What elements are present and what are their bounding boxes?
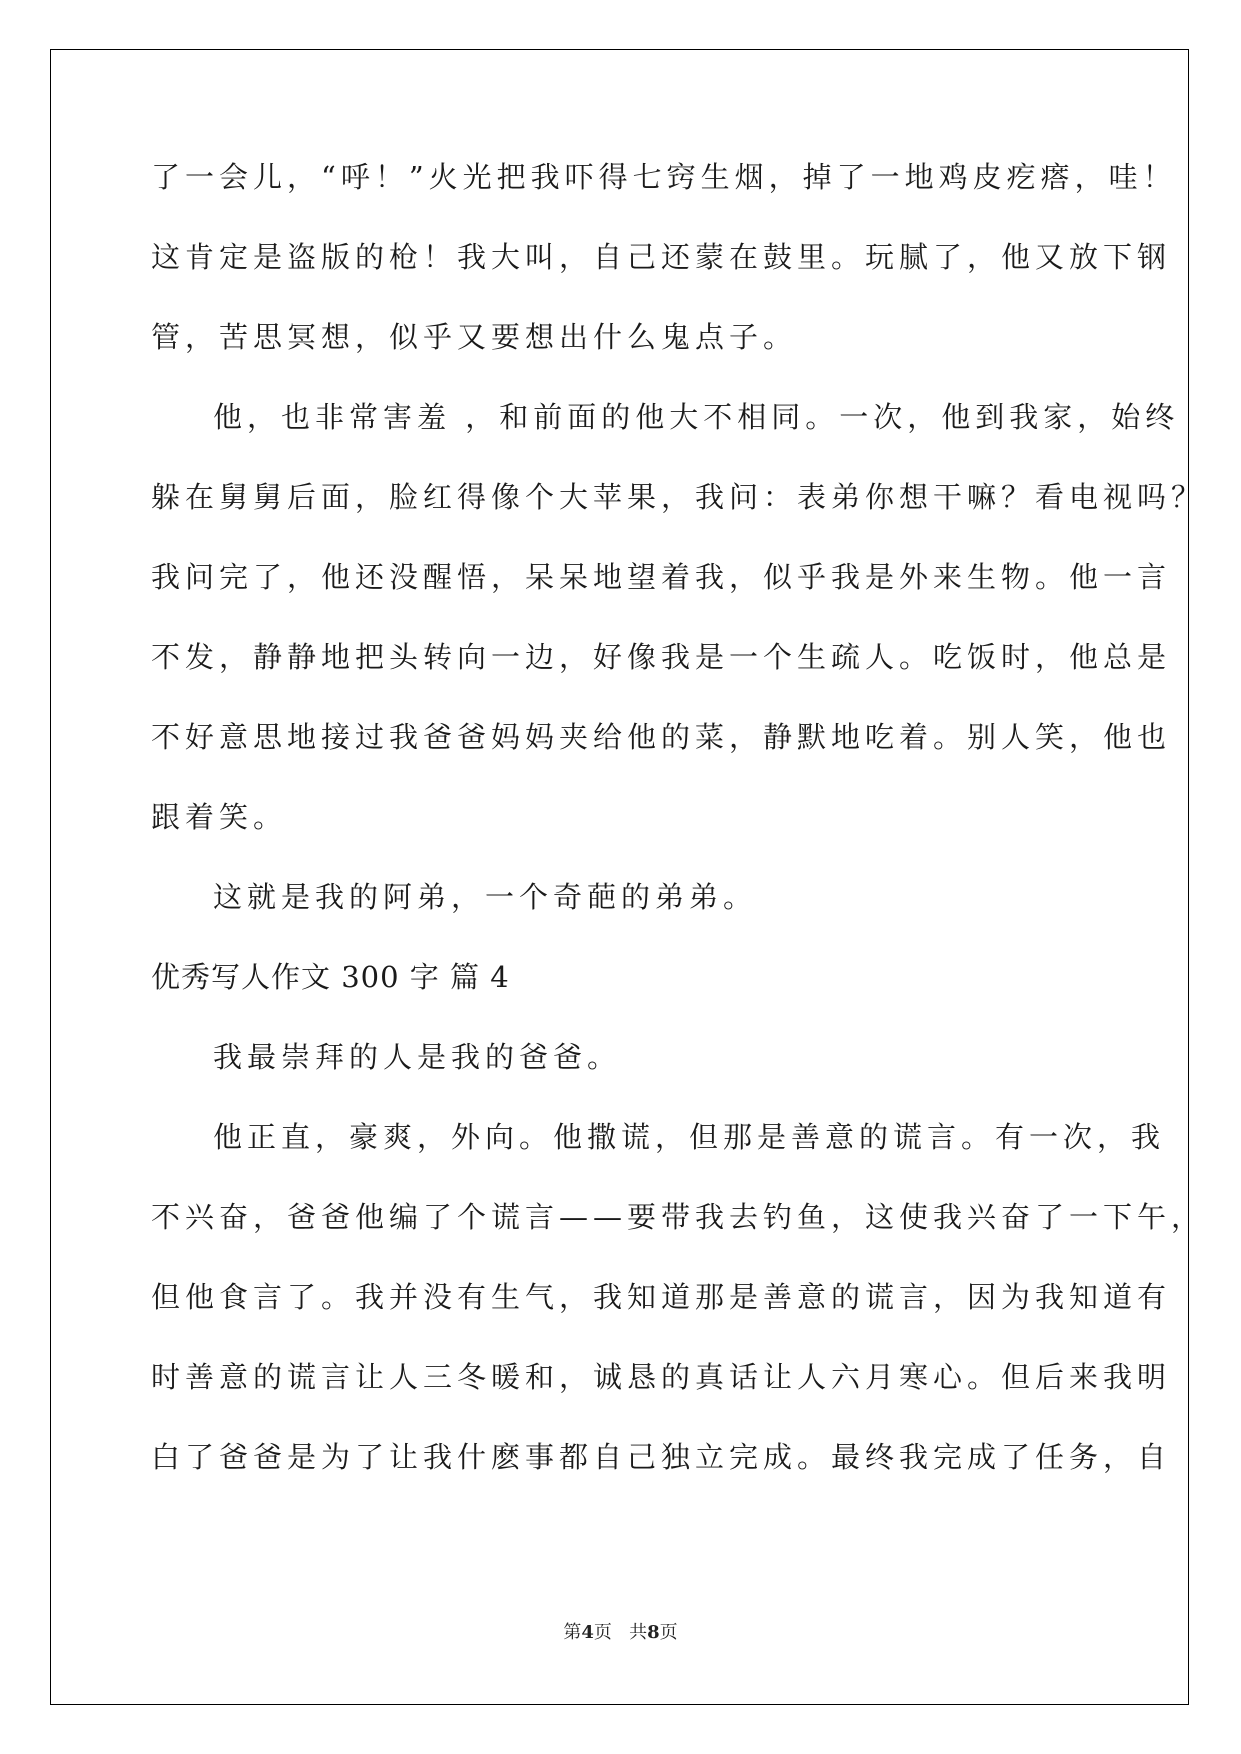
text-line: 了一会儿，“呼！”火光把我吓得七窍生烟，掉了一地鸡皮疙瘩，哇！ — [151, 160, 1177, 194]
paragraph — [151, 880, 1091, 963]
text-line: 他正直，豪爽，外向。他撒谎，但那是善意的谎言。有一次，我 — [213, 1120, 1166, 1154]
paragraph — [151, 1040, 1091, 1123]
text-line: 我问完了，他还没醒悟，呆呆地望着我，似乎我是外来生物。他一言 — [151, 560, 1172, 594]
paragraph — [151, 400, 1206, 883]
text-line: 他，也非常害羞 ，和前面的他大不相同。一次，他到我家，始终 — [213, 400, 1180, 434]
text-line: 不发，静静地把头转向一边，好像我是一个生疏人。吃饭时，他总是 — [151, 640, 1172, 674]
text-line: 白了爸爸是为了让我什麽事都自己独立完成。最终我完成了任务，自 — [151, 1440, 1172, 1474]
text-line: 这肯定是盗版的枪！我大叫，自己还蒙在鼓里。玩腻了，他又放下钢 — [151, 240, 1172, 274]
paragraph — [151, 160, 1177, 403]
total-prefix: 共 — [629, 1622, 648, 1643]
text-line: 时善意的谎言让人三冬暖和，诚恳的真话让人六月寒心。但后来我明 — [151, 1360, 1172, 1394]
text-line: 跟着笑。 — [151, 800, 288, 834]
text-line: 不好意思地接过我爸爸妈妈夹给他的菜，静默地吃着。别人笑，他也 — [151, 720, 1172, 754]
page-prefix: 第 — [563, 1622, 582, 1643]
paragraph — [151, 1120, 1206, 1523]
section-heading: 优秀写人作文 300 字 篇 4 — [151, 960, 510, 994]
total-suffix: 页 — [659, 1622, 678, 1643]
page-suffix: 页 — [593, 1622, 612, 1643]
text-line: 不兴奋，爸爸他编了个谎言——要带我去钓鱼，这使我兴奋了一下午， — [151, 1200, 1206, 1234]
text-line: 但他食言了。我并没有生气，我知道那是善意的谎言，因为我知道有 — [151, 1280, 1172, 1314]
text-line: 这就是我的阿弟，一个奇葩的弟弟。 — [213, 880, 758, 914]
text-line: 我最崇拜的人是我的爸爸。 — [213, 1040, 622, 1074]
total-pages: 8 — [647, 1622, 660, 1643]
document-body — [151, 160, 1206, 1523]
text-line: 管，苦思冥想，似乎又要想出什么鬼点子。 — [151, 320, 798, 354]
text-line: 躲在舅舅后面，脸红得像个大苹果，我问：表弟你想干嘛？看电视吗？ — [151, 480, 1206, 514]
page-footer — [0, 1618, 1241, 1644]
page-number: 4 — [581, 1622, 594, 1643]
